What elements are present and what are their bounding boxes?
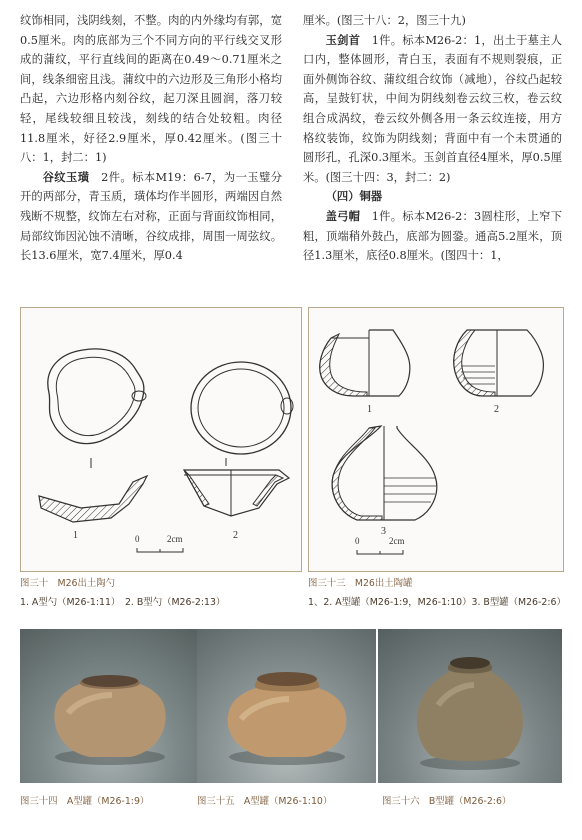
canopy-cap-title: 盖弓帽 (325, 209, 361, 223)
jar-photo-icon-2 (197, 629, 376, 783)
sword-pommel-body: 1件。标本M26-2：1，出土于墓主人口内，整体圆形，青白玉，表面有不规则裂痕，正面外侧饰谷纹、蒲纹组合纹饰（减地），谷纹凸起较高，呈鼓钉状，中间为阴线刻卷云纹三枚，卷云纹组合成涡纹，卷云纹外侧各用一条云纹连接，用方格纹装饰，纹饰为阴线刻；背面中有一个未贯通的圆形孔，孔深0.3厘米。玉剑首直径4厘米，厚0.5厘米。(图三十四：3，封二：2) (303, 33, 562, 184)
jar-photo-icon (20, 629, 199, 783)
ladle-drawing (21, 308, 301, 571)
photo-jar-36 (378, 629, 562, 783)
jar-drawing (309, 308, 563, 571)
jar-label-3: 3 (381, 526, 386, 537)
jar-label-1: 1 (367, 404, 372, 415)
figure-33-caption-sub: 1、2. A型罐（M26-1:9，M26-1:10）3. B型罐（M26-2:6） (308, 597, 566, 608)
ladle-label-2: 2 (233, 530, 238, 541)
right-paragraph-3 (303, 207, 562, 266)
left-text-column (20, 11, 282, 266)
jade-huang-body: 2件。标本M19：6-7，为一玉璧分开的两部分，青玉质，璜体均作半圆形，两端因自然残断不规整，纹饰左右对称，正面与背面纹饰相同，局部纹饰因沁蚀不清晰，谷纹成排，周围一周弦纹。长13.6厘米，宽7.4厘米，厚0.4 (20, 170, 282, 263)
scale-bar-30 (137, 548, 183, 552)
jar-label-2: 2 (494, 404, 499, 415)
scale-label-33: 2cm (389, 536, 405, 546)
right-paragraph-2 (303, 31, 562, 188)
figure-33-caption: 图三十三 M26出土陶罐 (308, 578, 413, 589)
photo-jar-34 (20, 629, 199, 783)
right-text-column (303, 11, 562, 266)
canopy-cap-body: 1件。标本M26-2：3圆柱形，上窄下粗，顶端稍外鼓凸，底部为圆銎。通高5.2厘米，顶径1.3厘米，底径0.8厘米。(图四十：1， (303, 209, 562, 263)
scale-label-30: 2cm (167, 534, 183, 544)
scale-bar-33 (357, 550, 403, 554)
sword-pommel-title: 玉剑首 (325, 33, 361, 47)
figure-33-jars (308, 307, 564, 572)
left-paragraph-1: 纹饰相同，浅阴线刻，不整。肉的内外缘均有郭，宽0.5厘米。肉的底部为三个不同方向的平行线交叉形成的蒲纹，平行直线间的距离在0.49～0.71厘米之间，线条细密且浅。蒲纹中的六边形及三角形小格均凸起，六边形格内刻谷纹，起刀深且圆润，落刀较轻，尾线较细且较浅，刻线的结合处较粗。肉径11.8厘米，好径2.9厘米，厚0.42厘米。(图三十八：1，封二：1) (20, 14, 282, 165)
right-paragraph-1: 厘米。(图三十八：2，图三十九) (303, 14, 466, 27)
left-paragraph-2 (20, 168, 282, 266)
photo-36-caption: 图三十六 B型罐（M26-2:6） (382, 796, 512, 807)
photo-34-caption: 图三十四 A型罐（M26-1:9） (20, 796, 150, 807)
scale-zero-30: 0 (135, 534, 140, 544)
jar-photo-icon-3 (378, 629, 562, 783)
photo-jar-35 (197, 629, 376, 783)
scale-zero-33: 0 (355, 536, 360, 546)
photo-35-caption: 图三十五 A型罐（M26-1:10） (197, 796, 333, 807)
ladle-label-1: 1 (73, 530, 78, 541)
jade-huang-title: 谷纹玉璜 (42, 170, 90, 184)
figure-30-caption-sub: 1. A型勺（M26-1:11） 2. B型勺（M26-2:13） (20, 597, 226, 608)
figure-30-ladles (20, 307, 302, 572)
section-heading-bronze: （四）铜器 (325, 190, 383, 204)
figure-30-caption: 图三十 M26出土陶勺 (20, 578, 116, 589)
